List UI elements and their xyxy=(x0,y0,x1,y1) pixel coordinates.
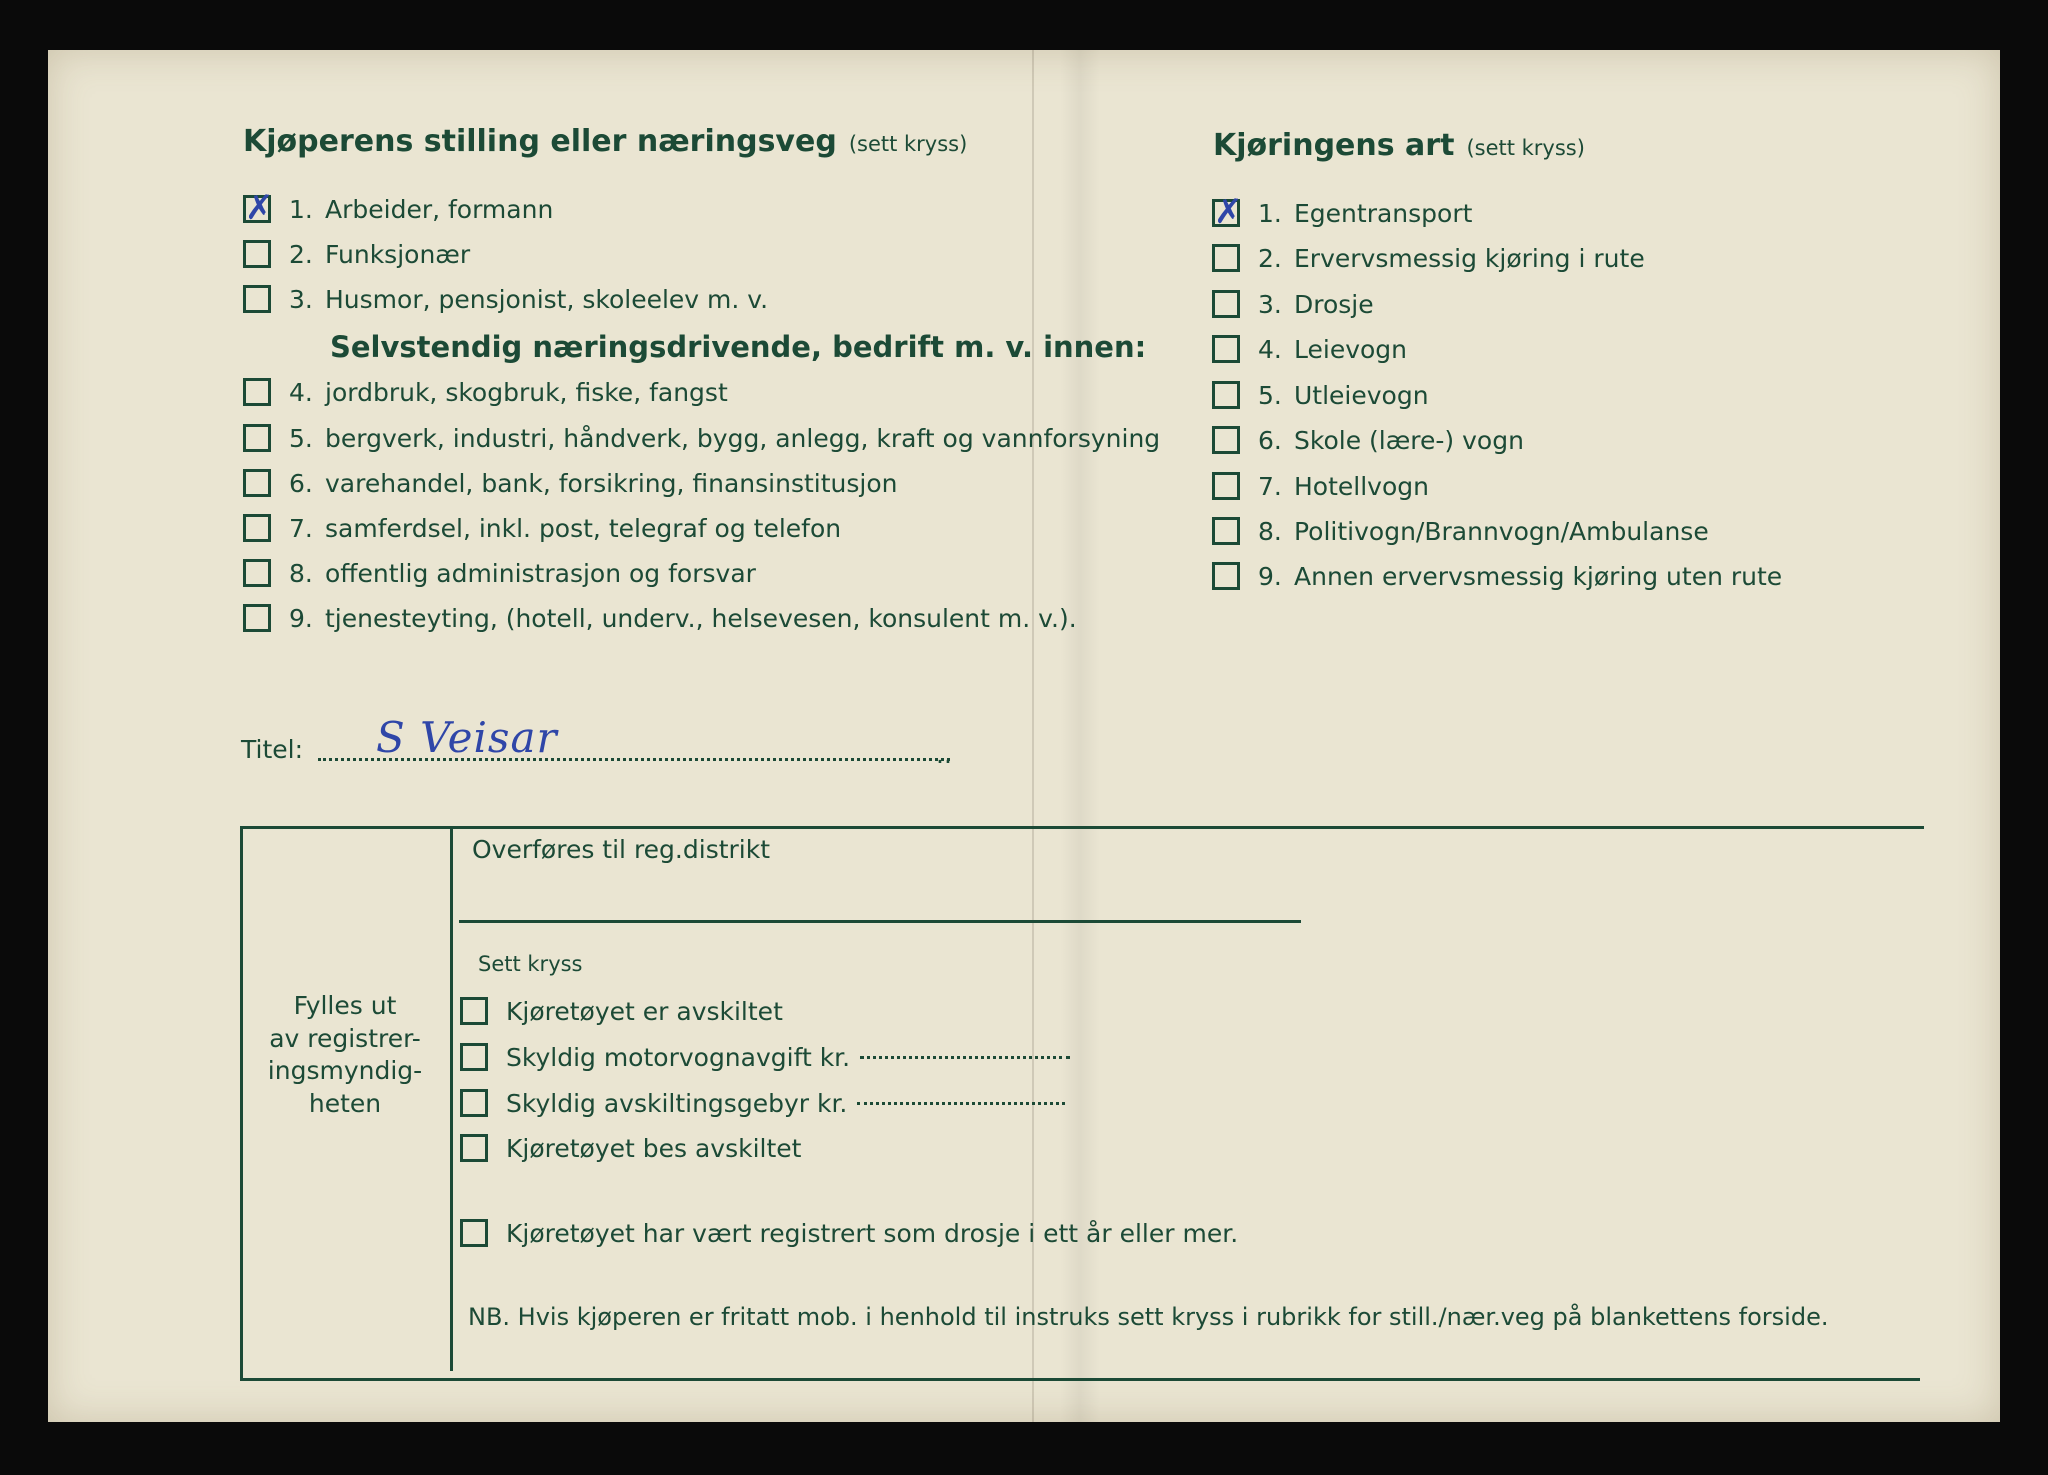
box-divider xyxy=(450,826,453,1371)
option-label: samferdsel, inkl. post, telegraf og telefon xyxy=(325,513,842,543)
driving-option-5[interactable] xyxy=(1212,378,1429,412)
driving-type-title: Kjøringens art xyxy=(1213,128,1455,163)
checkbox[interactable] xyxy=(1212,562,1240,590)
checkbox[interactable] xyxy=(1212,335,1240,363)
titel-line-end: .. xyxy=(936,740,952,769)
check-label: Kjøretøyet bes avskiltet xyxy=(506,1133,802,1163)
option-number: 8. xyxy=(289,558,313,588)
buyer-section-heading xyxy=(243,124,967,159)
option-number: 2. xyxy=(289,239,313,269)
buyer-option-5[interactable] xyxy=(243,421,1160,455)
driving-option-6[interactable] xyxy=(1212,423,1524,457)
check-label: Kjøretøyet er avskiltet xyxy=(506,996,783,1026)
driving-type-hint: (sett kryss) xyxy=(1466,136,1585,160)
buyer-option-1[interactable] xyxy=(243,192,553,226)
buyer-option-9[interactable] xyxy=(243,601,1077,635)
option-label: Drosje xyxy=(1294,289,1374,319)
box-bottom-border xyxy=(240,1378,1920,1381)
sett-kryss-label: Sett kryss xyxy=(478,952,583,976)
buyer-option-7[interactable] xyxy=(243,511,841,545)
checkbox[interactable] xyxy=(243,378,271,406)
option-number: 8. xyxy=(1258,516,1282,546)
driving-option-1[interactable] xyxy=(1212,196,1472,230)
buyer-option-8[interactable] xyxy=(243,556,756,590)
option-label: Ervervsmessig kjøring i rute xyxy=(1294,243,1645,273)
checkbox[interactable] xyxy=(243,469,271,497)
option-label: varehandel, bank, forsikring, finansinstitusjon xyxy=(325,468,898,498)
checkbox[interactable] xyxy=(1212,426,1240,454)
option-number: 5. xyxy=(1258,380,1282,410)
amount-dotted-field[interactable] xyxy=(857,1102,1065,1105)
option-number: 9. xyxy=(289,603,313,633)
self-employed-subheading: Selvstendig næringsdrivende, bedrift m. v. innen: xyxy=(330,330,1147,364)
checkbox[interactable] xyxy=(460,1134,488,1162)
buyer-option-4[interactable] xyxy=(243,375,728,409)
option-label: Funksjonær xyxy=(325,239,471,269)
option-label: Arbeider, formann xyxy=(325,194,554,224)
checkbox[interactable] xyxy=(243,604,271,632)
option-label: Egentransport xyxy=(1294,198,1473,228)
titel-handwritten-value: S Veisar xyxy=(376,713,558,762)
driving-option-2[interactable] xyxy=(1212,241,1645,275)
option-label: Leievogn xyxy=(1294,334,1408,364)
nb-note: NB. Hvis kjøperen er fritatt mob. i henhold til instruks sett kryss i rubrikk for still./nær.veg på blankettens forside. xyxy=(468,1303,1829,1331)
check-avskiltingsgebyr[interactable] xyxy=(460,1086,1065,1120)
driving-option-4[interactable] xyxy=(1212,332,1407,366)
option-number: 3. xyxy=(289,284,313,314)
driving-type-heading xyxy=(1213,128,1585,163)
checkbox[interactable] xyxy=(460,1043,488,1071)
checkbox[interactable] xyxy=(1212,244,1240,272)
option-number: 3. xyxy=(1258,289,1282,319)
box-left-border xyxy=(240,826,243,1381)
option-label: bergverk, industri, håndverk, bygg, anlegg, kraft og vannforsyning xyxy=(325,423,1161,453)
driving-option-9[interactable] xyxy=(1212,559,1782,593)
check-avskiltet[interactable] xyxy=(460,994,783,1028)
check-label: Skyldig avskiltingsgebyr kr. xyxy=(506,1088,848,1118)
checkbox[interactable] xyxy=(243,240,271,268)
transfer-district-label: Overføres til reg.distrikt xyxy=(472,835,771,864)
check-label: Kjøretøyet har vært registrert som drosje i ett år eller mer. xyxy=(506,1218,1239,1248)
checkbox[interactable] xyxy=(243,559,271,587)
driving-option-7[interactable] xyxy=(1212,469,1429,503)
check-drosje[interactable] xyxy=(460,1216,1238,1250)
option-number: 7. xyxy=(289,513,313,543)
checkbox[interactable] xyxy=(1212,290,1240,318)
checkbox[interactable] xyxy=(243,424,271,452)
transfer-district-line[interactable] xyxy=(459,920,1301,923)
option-number: 2. xyxy=(1258,243,1282,273)
registry-side-label xyxy=(245,990,445,1120)
option-label: Utleievogn xyxy=(1294,380,1429,410)
check-bes-avskiltet[interactable] xyxy=(460,1131,801,1165)
titel-label: Titel: xyxy=(241,735,303,764)
checkbox[interactable] xyxy=(1212,381,1240,409)
option-number: 7. xyxy=(1258,471,1282,501)
checkbox[interactable] xyxy=(243,195,271,223)
checkbox[interactable] xyxy=(1212,517,1240,545)
checkbox[interactable] xyxy=(243,285,271,313)
checkbox[interactable] xyxy=(1212,472,1240,500)
side-label-line: ingsmyndig- xyxy=(267,1056,423,1085)
option-number: 4. xyxy=(1258,334,1282,364)
option-number: 9. xyxy=(1258,561,1282,591)
driving-option-8[interactable] xyxy=(1212,514,1709,548)
side-label-line: Fylles ut xyxy=(293,991,397,1020)
option-label: Husmor, pensjonist, skoleelev m. v. xyxy=(325,284,769,314)
option-number: 1. xyxy=(289,194,313,224)
buyer-option-2[interactable] xyxy=(243,237,470,271)
option-label: Skole (lære-) vogn xyxy=(1294,425,1524,455)
driving-option-3[interactable] xyxy=(1212,287,1374,321)
box-top-border xyxy=(240,826,1924,829)
option-label: offentlig administrasjon og forsvar xyxy=(325,558,756,588)
option-number: 6. xyxy=(1258,425,1282,455)
buyer-option-6[interactable] xyxy=(243,466,898,500)
check-label: Skyldig motorvognavgift kr. xyxy=(506,1042,851,1072)
buyer-section-hint: (sett kryss) xyxy=(848,132,968,156)
option-label: Hotellvogn xyxy=(1294,471,1429,501)
side-label-line: av registrer- xyxy=(269,1023,421,1053)
option-label: Politivogn/Brannvogn/Ambulanse xyxy=(1294,516,1709,546)
check-motorvognavgift[interactable] xyxy=(460,1040,1070,1074)
checkbox[interactable] xyxy=(460,1219,488,1247)
option-label: jordbruk, skogbruk, fiske, fangst xyxy=(325,377,728,407)
option-number: 1. xyxy=(1258,198,1282,228)
buyer-section-title: Kjøperens stilling eller næringsveg xyxy=(243,124,837,159)
option-label: tjenesteyting, (hotell, underv., helsevesen, konsulent m. v.). xyxy=(325,603,1077,633)
checkbox[interactable] xyxy=(243,514,271,542)
option-number: 5. xyxy=(289,423,313,453)
checkbox[interactable] xyxy=(1212,199,1240,227)
side-label-line: heten xyxy=(308,1088,382,1118)
option-number: 4. xyxy=(289,377,313,407)
option-label: Annen ervervsmessig kjøring uten rute xyxy=(1294,561,1783,591)
checkbox[interactable] xyxy=(460,997,488,1025)
option-number: 6. xyxy=(289,468,313,498)
checkbox[interactable] xyxy=(460,1089,488,1117)
buyer-option-3[interactable] xyxy=(243,282,768,316)
amount-dotted-field[interactable] xyxy=(860,1056,1070,1059)
